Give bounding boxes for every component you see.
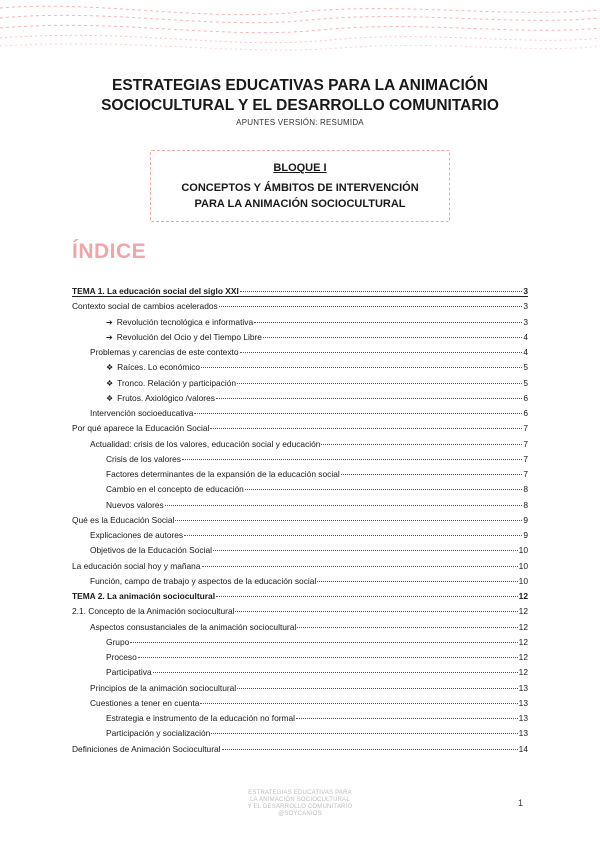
bloque-heading — [151, 180, 449, 212]
toc-entry-label: Intervención socioeducativa — [90, 408, 194, 418]
title-line-2: SOCIOCULTURAL Y EL DESARROLLO COMUNITARIO — [101, 97, 499, 114]
watermark-line: Y EL DESARROLLO COMUNITARIO — [247, 804, 353, 810]
toc-entry-label: Contexto social de cambios acelerados — [72, 301, 218, 312]
toc-leader-dots — [240, 281, 523, 292]
toc-entry-label: Participación y socialización — [106, 728, 211, 739]
toc-leader-dots — [175, 510, 522, 521]
toc-leader-dots — [254, 312, 522, 323]
toc-leader-dots — [297, 617, 517, 628]
toc-entry-page: 8 — [523, 499, 528, 510]
toc-leader-dots — [130, 632, 517, 643]
toc-leader-dots — [240, 342, 523, 353]
toc-leader-dots — [341, 464, 523, 475]
toc-leader-dots — [182, 449, 522, 460]
toc-entry-page: 14 — [518, 743, 528, 754]
diamond-bullet-icon: ❖ — [106, 363, 114, 373]
footer-watermark — [230, 790, 370, 818]
toc-entry-page: 6 — [523, 392, 528, 403]
toc-entry-label: Revolución del Ocio y del Tiempo Libre — [116, 331, 262, 342]
arrow-icon: ➔ — [106, 317, 113, 327]
toc-entry-page: 12 — [518, 591, 528, 601]
toc-entry-page: 13 — [518, 697, 528, 708]
toc-leader-dots — [263, 327, 522, 338]
toc-entry-label: Participativa — [106, 667, 152, 678]
toc-entry-label: Cuestiones a tener en cuenta — [90, 697, 200, 708]
toc-leader-dots — [184, 525, 522, 536]
toc-entry-page: 12 — [518, 667, 528, 678]
bloque-label: BLOQUE I — [273, 162, 327, 174]
title-line-1: ESTRATEGIAS EDUCATIVAS PARA LA ANIMACIÓN — [111, 77, 489, 94]
toc-leader-dots — [201, 357, 522, 368]
toc-entry-page: 13 — [518, 728, 528, 739]
bloque-line-2: PARA LA ANIMACIÓN SOCIOCULTURAL — [194, 198, 406, 210]
toc-entry-label: TEMA 2. La animación sociocultural — [72, 591, 216, 601]
toc-entry-page: 4 — [523, 347, 528, 357]
toc-leader-dots — [235, 601, 517, 612]
toc-leader-dots — [200, 693, 517, 704]
toc-leader-dots — [165, 495, 523, 506]
toc-entry-page: 8 — [523, 484, 528, 495]
toc-leader-dots — [153, 662, 518, 673]
toc-entry-label: Frutos. Axiológico /valores — [117, 392, 215, 403]
toc-entry-page: 7 — [523, 423, 528, 434]
table-of-contents — [72, 283, 528, 756]
toc-entry-page: 7 — [523, 469, 528, 479]
bloque-line-1: CONCEPTOS Y ÁMBITOS DE INTERVENCIÓN — [181, 182, 419, 194]
toc-leader-dots — [211, 723, 517, 734]
toc-entry-page: 3 — [523, 316, 528, 327]
toc-entry-label: Proceso — [106, 652, 137, 662]
header-wave-decoration — [0, 0, 600, 56]
toc-entry-label: Qué es la Educación Social — [72, 514, 175, 525]
toc-entry-label: Nuevos valores — [106, 499, 164, 510]
toc-entry-page: 9 — [523, 530, 528, 540]
toc-entry-page: 13 — [518, 713, 528, 723]
toc-entry-page: 7 — [523, 438, 528, 449]
watermark-line: ESTRATEGIAS EDUCATIVAS PARA — [248, 790, 352, 796]
toc-entry-label: Problemas y carencias de este contexto — [90, 347, 239, 357]
toc-entry-page: 10 — [518, 560, 528, 571]
toc-entry-label: Actualidad: crisis de los valores, educación social y educación — [90, 438, 321, 449]
toc-entry-label: Raíces. Lo económico — [117, 362, 201, 373]
toc-entry-page: 10 — [518, 575, 528, 586]
document-title — [60, 76, 540, 116]
toc-entry-page: 5 — [523, 362, 528, 373]
toc-entry-label: Grupo — [106, 636, 130, 647]
toc-entry-label: Crisis de los valores — [106, 453, 181, 464]
toc-leader-dots — [216, 388, 522, 399]
toc-entry-page: 3 — [523, 286, 528, 296]
toc-leader-dots — [194, 403, 522, 414]
toc-entry-label: Objetivos de la Educación Social — [90, 545, 212, 556]
toc-entry-label: TEMA 1. La educación social del siglo XXI — [72, 286, 239, 296]
toc-entry-label: Por qué aparece la Educación Social — [72, 423, 210, 434]
page-number: 1 — [518, 798, 524, 808]
toc-leader-dots — [245, 479, 523, 490]
toc-entry-label: Factores determinantes de la expansión de la educación social — [106, 469, 340, 479]
document-subtitle: APUNTES VERSIÓN: RESUMIDA — [236, 118, 364, 127]
toc-entry-label: La educación social hoy y mañana — [72, 560, 201, 571]
bloque-box — [150, 150, 450, 222]
toc-entry-page: 9 — [523, 514, 528, 525]
diamond-bullet-icon: ❖ — [106, 378, 114, 388]
toc-leader-dots — [216, 586, 518, 597]
toc-entry-page: 13 — [518, 682, 528, 693]
toc-entry-page: 6 — [523, 408, 528, 418]
toc-entry-label: Función, campo de trabajo y aspectos de la educación social — [90, 575, 317, 586]
toc-entry-page: 7 — [523, 453, 528, 464]
toc-entry-label: Estrategia e instrumento de la educación no formal — [106, 713, 296, 723]
toc-leader-dots — [210, 418, 522, 429]
toc-entry-page: 10 — [518, 545, 528, 556]
toc-entry-label: Aspectos consustanciales de la animación sociocultural — [90, 621, 297, 632]
toc-leader-dots — [202, 556, 518, 567]
toc-entry-label: Cambio en el concepto de educación — [106, 484, 244, 495]
toc-entry-label: Definiciones de Animación Sociocultural — [72, 743, 221, 754]
diamond-bullet-icon: ❖ — [106, 393, 114, 403]
toc-leader-dots — [296, 708, 518, 719]
toc-leader-dots — [317, 571, 517, 582]
index-heading: ÍNDICE — [72, 240, 147, 263]
toc-entry-page: 4 — [523, 331, 528, 342]
toc-entry-page: 12 — [518, 606, 528, 617]
toc-leader-dots — [237, 678, 518, 689]
toc-entry-page: 3 — [523, 301, 528, 312]
toc-leader-dots — [138, 647, 518, 658]
toc-entry-label: Revolución tecnológica e informativa — [116, 316, 254, 327]
toc-entry-page: 12 — [518, 652, 528, 662]
toc-leader-dots — [219, 296, 523, 307]
watermark-line: @SOYCANIOS — [278, 811, 322, 817]
toc-entry-label: Explicaciones de autores — [90, 530, 184, 540]
toc-entry-page: 5 — [523, 377, 528, 388]
toc-entry-page: 12 — [518, 636, 528, 647]
toc-entry[interactable] — [72, 741, 528, 756]
toc-leader-dots — [237, 373, 522, 384]
watermark-line: LA ANIMACIÓN SOCIOCULTURAL — [250, 797, 350, 803]
toc-leader-dots — [213, 540, 518, 551]
toc-entry-page: 12 — [518, 621, 528, 632]
arrow-icon: ➔ — [106, 332, 113, 342]
toc-entry-label: 2.1. Concepto de la Animación sociocultural — [72, 606, 235, 617]
toc-leader-dots — [222, 739, 518, 750]
toc-entry-label: Tronco. Relación y participación — [117, 377, 237, 388]
toc-entry-label: Principios de la animación sociocultural — [90, 682, 237, 693]
toc-leader-dots — [321, 434, 522, 445]
